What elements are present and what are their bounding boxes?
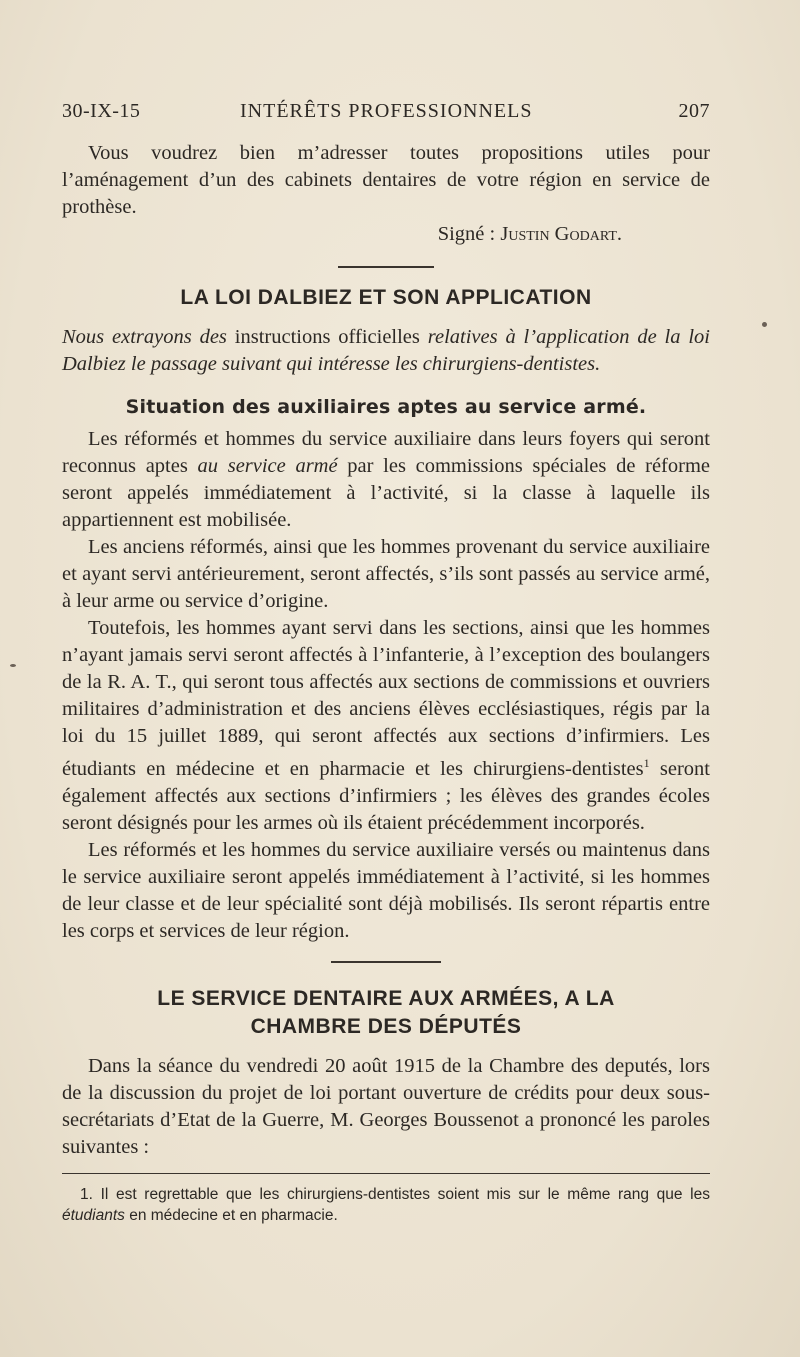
signature-label: Signé : bbox=[437, 223, 496, 245]
article-title-line-1: LE SERVICE DENTAIRE AUX ARMÉES, A LA bbox=[157, 986, 615, 1010]
paragraph-1 bbox=[62, 426, 710, 534]
section-divider-2 bbox=[331, 961, 441, 963]
footnote-reference: 1 bbox=[643, 756, 650, 770]
intro-roman: instructions officielles bbox=[226, 326, 428, 348]
running-head-section: INTÉRÊTS PROFESSIONNELS bbox=[240, 100, 533, 122]
paragraph-2: Les anciens réformés, ainsi que les hommes provenant du service auxiliaire et ayant servi antérieurement, seront affectés, s’ils sont passés au service armé, à leur arme ou service d’origine. bbox=[62, 536, 710, 612]
article-title-service-dentaire bbox=[62, 985, 710, 1041]
footnote-italic: étudiants bbox=[62, 1206, 125, 1224]
paper-speck bbox=[762, 322, 767, 327]
paper-speck bbox=[10, 664, 16, 667]
footnote-number: 1. bbox=[80, 1185, 93, 1203]
intro-italic-1: Nous extrayons des bbox=[62, 326, 227, 348]
footnote-rule bbox=[62, 1173, 710, 1174]
footnote bbox=[62, 1184, 710, 1226]
footnote-text-a: Il est regrettable que les chirurgiens-dentistes soient mis sur le même rang que les bbox=[92, 1185, 710, 1203]
paragraph-3-text-a: Toutefois, les hommes ayant servi dans les sections, ainsi que les hommes n’ayant jamais servi seront affectés à l’infanterie, à l’exception des boulangers de la R. A. T., qui seront tous affectés aux sections de commissions et ouvriers militaires d’administration et des anciens élèves ecclésiastiques, régis par la loi du 15 juillet 1889, qui seront affectés aux sections d’infirmiers. Les étudiants en médecine et en pharmacie et les chirurgiens-dentistes bbox=[62, 617, 710, 780]
letter-closing-text: Vous voudrez bien m’adresser toutes propositions utiles pour l’aménagement d’un des cabinets dentaires de votre région en service de prothèse. bbox=[62, 142, 710, 218]
paragraph-1-text-a: Les réformés et hommes du service auxiliaire dans leurs foyers qui seront reconnus aptes bbox=[62, 428, 710, 477]
intro-italic-2: relatives à l’application de la loi Dalbiez le passage suivant qui intéresse les chirurgiens-dentistes. bbox=[62, 326, 710, 375]
article-intro bbox=[62, 324, 710, 378]
article-2-paragraph: Dans la séance du vendredi 20 août 1915 de la Chambre des deputés, lors de la discussion du projet de loi portant ouverture de crédits pour deux sous-secrétariats d’Etat de la Guerre, M. Georges Boussenot a prononcé les paroles suivantes : bbox=[62, 1054, 710, 1158]
article-title-line-2: CHAMBRE DES DÉPUTÉS bbox=[250, 1014, 522, 1038]
main-column bbox=[62, 140, 710, 1226]
running-head bbox=[62, 100, 710, 128]
running-head-date: 30-IX-15 bbox=[62, 100, 141, 122]
paragraph-1-text-b: par les commissions spéciales de réforme seront appelés immédiatement à l’activité, si la classe à laquelle ils appartiennent est mobilisée. bbox=[62, 455, 710, 531]
paragraph-3-text-b: seront également affectés aux sections d’infirmiers ; les élèves des grandes écoles seront désignés pour les armes où ils étaient précédemment incorporés. bbox=[62, 757, 710, 834]
signature-line bbox=[62, 223, 710, 246]
paragraph-1-italic: au service armé bbox=[197, 455, 338, 477]
footnote-text-b: en médecine et en pharmacie. bbox=[124, 1206, 338, 1224]
signature-name: Justin Godart. bbox=[500, 223, 622, 245]
article-title-loi-dalbiez: LA LOI DALBIEZ ET SON APPLICATION bbox=[180, 286, 592, 309]
paragraph-4: Les réformés et les hommes du service auxiliaire versés ou maintenus dans le service auxiliaire seront appelés immédiatement à l’activité, si les hommes de leur classe et de leur spécialité sont déjà mobilisés. Ils seront répartis entre les corps et services de leur région. bbox=[62, 838, 710, 942]
section-divider bbox=[338, 266, 434, 268]
paragraph-3 bbox=[62, 615, 710, 837]
page-number: 207 bbox=[678, 100, 710, 122]
article-subheading: Situation des auxiliaires aptes au service armé. bbox=[125, 396, 647, 418]
